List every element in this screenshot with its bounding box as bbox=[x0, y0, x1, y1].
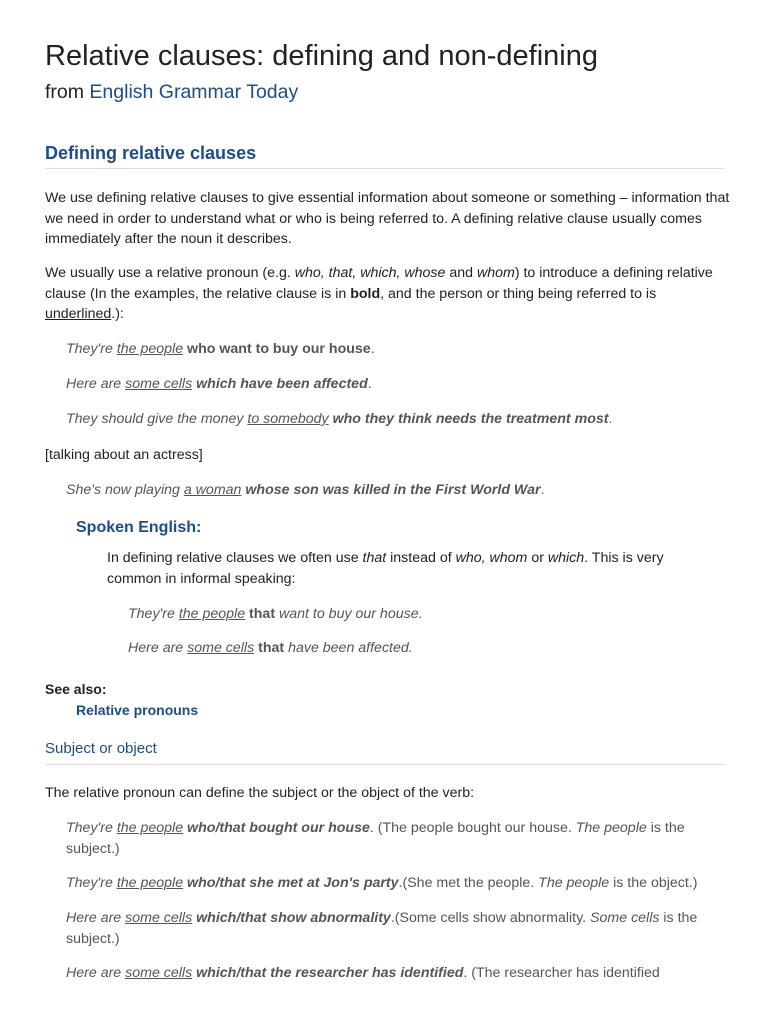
source-prefix: from bbox=[45, 81, 84, 103]
example-sentence: They're the people who/that bought our house. (The people bought our house. The people is the subject.) bbox=[66, 820, 685, 857]
see-also-label: See also: bbox=[45, 681, 107, 697]
example-sentence: Here are some cells which have been affected. bbox=[66, 376, 372, 392]
example-sentence: She's now playing a woman whose son was killed in the First World War. bbox=[66, 482, 545, 498]
example-sentence: They're the people that want to buy our house. bbox=[128, 606, 423, 622]
section-heading: Defining relative clauses bbox=[45, 143, 257, 163]
example-sentence: Here are some cells which/that the researcher has identified. (The researcher has identified bbox=[66, 965, 660, 981]
example-sentence: They're the people who/that she met at Jon's party.(She met the people. The people is the object.) bbox=[66, 875, 698, 891]
paragraph: We usually use a relative pronoun (e.g. who, that, which, whose and whom) to introduce a defining relative clause (In the examples, the relative clause is in bold, and the person or thing being referred to is underlined.): bbox=[45, 265, 713, 323]
spoken-english-heading: Spoken English: bbox=[76, 519, 202, 536]
source-line bbox=[45, 81, 298, 104]
page-title: Relative clauses: defining and non-defining bbox=[45, 40, 598, 72]
source-link[interactable]: English Grammar Today bbox=[89, 81, 299, 103]
subsection-heading[interactable]: Subject or object bbox=[45, 740, 157, 757]
example-sentence: Here are some cells which/that show abnormality.(Some cells show abnormality. Some cells is the subject.) bbox=[66, 910, 698, 947]
context-note: [talking about an actress] bbox=[45, 447, 203, 463]
example-sentence: They should give the money to somebody who they think needs the treatment most. bbox=[66, 411, 613, 427]
divider bbox=[45, 168, 724, 169]
see-also-link[interactable]: Relative pronouns bbox=[76, 702, 199, 718]
example-sentence: Here are some cells that have been affected. bbox=[128, 640, 413, 656]
spoken-english-text: In defining relative clauses we often use that instead of who, whom or which. This is very common in informal speaking: bbox=[107, 550, 664, 587]
divider bbox=[45, 764, 724, 765]
paragraph: We use defining relative clauses to give essential information about someone or something – information that we need in order to understand what or who is being referred to. A defining relative clause usually comes immediately after the noun it describes. bbox=[45, 190, 730, 248]
paragraph: The relative pronoun can define the subject or the object of the verb: bbox=[45, 785, 475, 801]
example-sentence: They're the people who want to buy our house. bbox=[66, 341, 375, 357]
